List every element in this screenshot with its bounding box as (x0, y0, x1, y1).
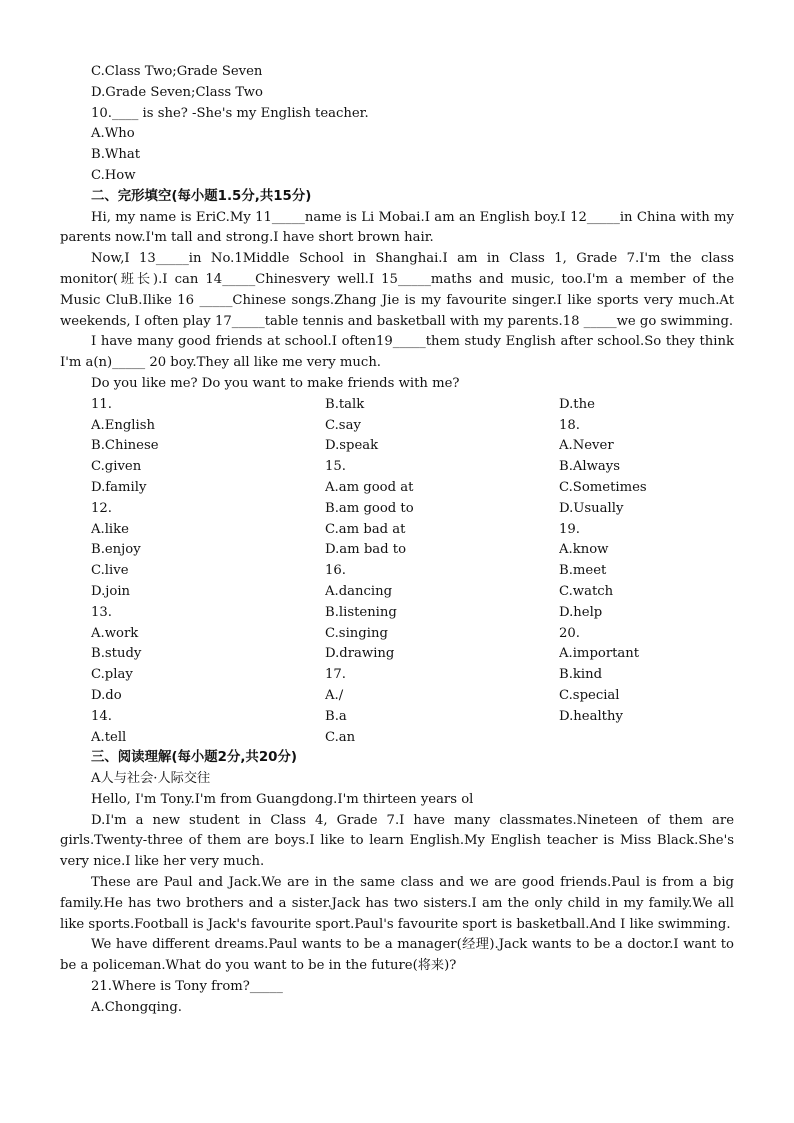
option-line: A.Who (91, 126, 135, 142)
cloze-option: D.join (91, 583, 131, 599)
cloze-option: B.listening (325, 604, 397, 620)
cloze-option: A.Never (559, 438, 614, 454)
cloze-option: A./ (325, 687, 344, 703)
cloze-option: B.talk (325, 396, 365, 412)
exam-page (60, 62, 734, 1019)
option-line: D.Grade Seven;Class Two (91, 84, 263, 100)
cloze-option: C.given (91, 459, 142, 475)
cloze-option: A.know (559, 542, 609, 558)
cloze-option: A.important (559, 646, 640, 662)
reading-subheading: A人与社会·人际交往 (91, 771, 211, 787)
cloze-options-grid (60, 395, 734, 749)
cloze-option: C.Sometimes (559, 479, 647, 495)
cloze-option: C.singing (325, 625, 388, 641)
cloze-option: A.tell (91, 729, 127, 745)
cloze-option: 14. (91, 708, 112, 724)
reading-paragraph: These are Paul and Jack.We are in the same class and we are good friends.Paul is from a big family.He has two brothers and a sister.Jack has two sisters.I am the only child in my family.We all like sports.Football is Jack's favourite sport.Paul's favourite sport is basketball.And I like swimming. (60, 875, 734, 932)
cloze-option: A.work (91, 625, 139, 641)
cloze-option: D.do (91, 687, 122, 703)
reading-paragraph: D.I'm a new student in Class 4, Grade 7.I have many classmates.Nineteen of them are girls.Twenty-three of them are boys.I like to learn English.My English teacher is Miss Black.She's very nice.I like her very much. (60, 812, 734, 870)
cloze-option: B.a (325, 708, 347, 724)
cloze-option: C.watch (559, 583, 614, 599)
question-10: 10.____ is she? -She's my English teacher. (91, 105, 369, 121)
cloze-option: A.dancing (325, 583, 393, 599)
option-line: B.What (91, 147, 141, 163)
cloze-option: C.say (325, 417, 361, 433)
cloze-option: B.enjoy (91, 542, 141, 558)
cloze-paragraph: I have many good friends at school.I often19_____them study English after school.So they think I'm a(n)_____ 20 boy.They all like me very much. (60, 334, 734, 371)
cloze-option: B.kind (559, 667, 603, 683)
cloze-option: C.an (325, 729, 356, 745)
cloze-option: D.am bad to (325, 542, 407, 558)
cloze-paragraph: Now,I 13_____in No.1Middle School in Shanghai.I am in Class 1, Grade 7.I'm the class monitor(班长).I can 14_____Chinesvery well.I 15_____maths and music, too.I'm a member of the Music CluB.Ilike 16 _____Chinese songs.Zhang Jie is my favourite singer.I like sports very much.At weekends, I often play 17_____table tennis and basketball with my parents.18 _____we go swimming. (60, 251, 734, 329)
cloze-option: A.like (91, 521, 129, 537)
cloze-paragraph: Hi, my name is EriC.My 11_____name is Li Mobai.I am an English boy.I 12_____in China with my parents now.I'm tall and strong.I have short brown hair. (60, 209, 734, 246)
cloze-option: B.am good to (325, 500, 414, 516)
cloze-option: D.help (559, 604, 603, 620)
cloze-option: C.special (559, 687, 620, 703)
question-21: 21.Where is Tony from?_____ (91, 979, 283, 995)
cloze-option: B.Always (559, 459, 620, 475)
cloze-paragraph: Do you like me? Do you want to make friends with me? (91, 375, 460, 391)
section-heading-cloze: 二、完形填空(每小题1.5分,共15分) (91, 188, 312, 204)
cloze-option: 15. (325, 459, 346, 475)
option-line: C.Class Two;Grade Seven (91, 64, 263, 79)
top-options (60, 62, 734, 187)
cloze-option: B.study (91, 646, 142, 662)
option-line: C.How (91, 167, 136, 183)
reading-paragraph: We have different dreams.Paul wants to be a manager(经理).Jack wants to be a doctor.I want to be a policeman.What do you want to be in the future(将来)? (60, 937, 734, 974)
cloze-option: D.healthy (559, 708, 623, 724)
cloze-option: A.am good at (325, 479, 414, 495)
cloze-option (559, 728, 765, 749)
option-line: A.Chongqing. (91, 999, 182, 1015)
cloze-option: C.play (91, 667, 133, 683)
cloze-option: 19. (559, 521, 580, 537)
cloze-option: D.Usually (559, 500, 624, 516)
cloze-option: 13. (91, 604, 112, 620)
section-heading-reading: 三、阅读理解(每小题2分,共20分) (91, 750, 297, 766)
cloze-option: 17. (325, 667, 346, 683)
cloze-option: C.live (91, 563, 129, 579)
cloze-option: B.meet (559, 563, 607, 579)
cloze-option: 18. (559, 417, 580, 433)
cloze-option: A.English (91, 417, 155, 433)
cloze-option: B.Chinese (91, 438, 159, 454)
cloze-option: 12. (91, 500, 112, 516)
cloze-option: D.speak (325, 438, 379, 454)
reading-paragraph: Hello, I'm Tony.I'm from Guangdong.I'm thirteen years ol (91, 791, 474, 807)
cloze-option: C.am bad at (325, 521, 406, 537)
cloze-option: D.family (91, 479, 147, 495)
cloze-option: 20. (559, 625, 580, 641)
cloze-option: 11. (91, 396, 112, 412)
cloze-option: D.the (559, 396, 595, 412)
cloze-option: 16. (325, 563, 346, 579)
cloze-option: D.drawing (325, 646, 395, 662)
